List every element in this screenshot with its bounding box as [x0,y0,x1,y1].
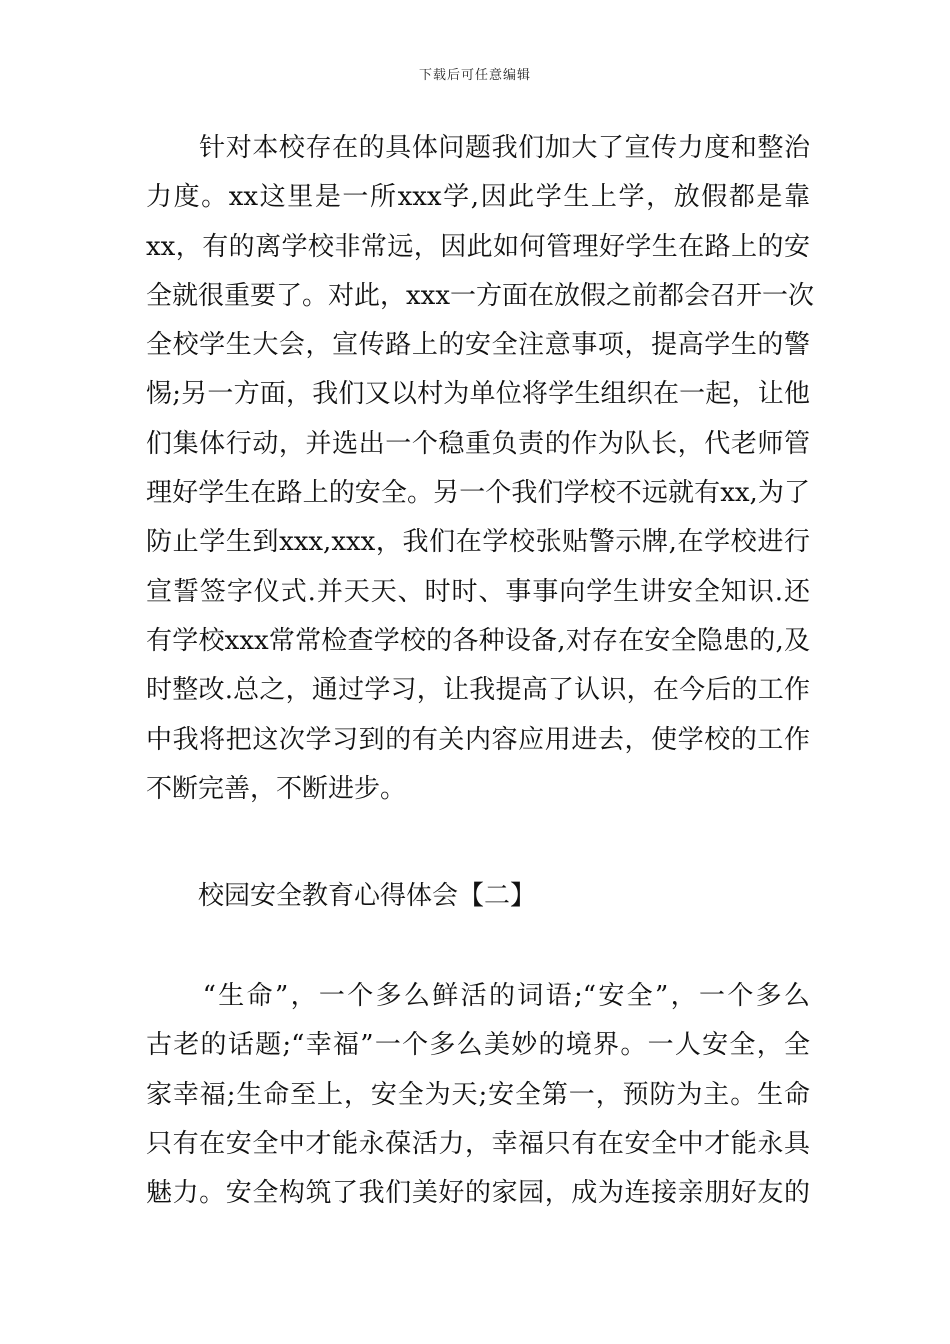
paragraph-line: 全就很重要了。对此，xxx一方面在放假之前都会召开一次 [146,280,814,311]
page-header: 下载后可任意编辑 [418,68,531,83]
paragraph-line: 时整改.总之，通过学习，让我提高了认识，在今后的工作 [146,675,810,706]
paragraph-line: 不断完善，不断进步。 [146,773,407,804]
paragraph-line: 只有在安全中才能永葆活力，幸福只有在安全中才能永具 [146,1128,810,1159]
paragraph-line: 防止学生到xxx,xxx，我们在学校张贴警示牌,在学校进行 [146,527,810,558]
paragraph-line: 针对本校存在的具体问题我们加大了宣传力度和整治 [146,133,810,163]
paragraph-line: 全校学生大会，宣传路上的安全注意事项，提高学生的警 [146,330,810,361]
section-heading: 校园安全教育心得体会【二】 [146,881,537,911]
paragraph-1 [146,124,814,814]
paragraph-line: 宣誓签字仪式.并天天、时时、事事向学生讲安全知识.还 [146,576,810,607]
paragraph-line: “生命”，一个多么鲜活的词语;“安全”，一个多么 [146,981,810,1011]
paragraph-line: 惕;另一方面，我们又以村为单位将学生组织在一起，让他 [146,379,810,410]
paragraph-line: 魅力。安全构筑了我们美好的家园，成为连接亲朋好友的 [146,1178,810,1209]
paragraph-line: 家幸福;生命至上，安全为天;安全第一，预防为主。生命 [146,1079,810,1110]
paragraph-line: 有学校xxx常常检查学校的各种设备,对存在安全隐患的,及 [146,625,810,656]
paragraph-line: 古老的话题;“幸福”一个多么美妙的境界。一人安全，全 [146,1030,810,1061]
paragraph-line: 力度。xx这里是一所xxx学,因此学生上学，放假都是靠 [146,182,810,213]
paragraph-line: xx，有的离学校非常远，因此如何管理好学生在路上的安 [146,231,810,262]
paragraph-line: 中我将把这次学习到的有关内容应用进去，使学校的工作 [146,724,810,755]
paragraph-line: 们集体行动，并选出一个稳重负责的作为队长，代老师管 [146,428,810,459]
paragraph-2 [146,972,810,1218]
paragraph-line: 理好学生在路上的安全。另一个我们学校不远就有xx,为了 [146,478,810,509]
